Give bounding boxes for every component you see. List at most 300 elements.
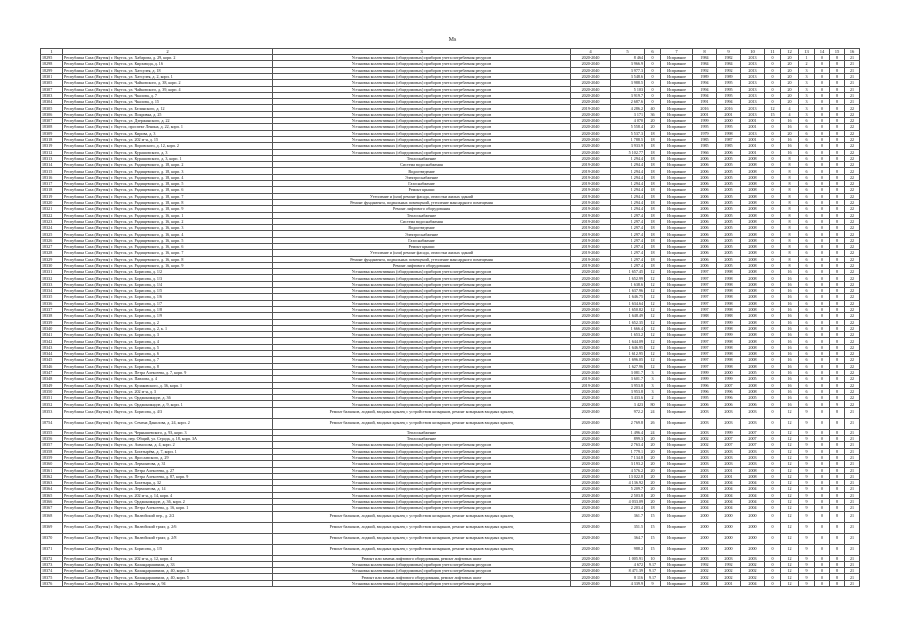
cell-addr: Республика Саха (Якутия) г. Якутск, ул. Богатыря, д. 32 — [63, 480, 273, 486]
cell-n1: 0 — [765, 498, 781, 504]
cell-st: Исправное — [661, 480, 693, 486]
cell-y3: 2000 — [741, 533, 765, 544]
cell-per: 2020-2040 — [571, 80, 611, 86]
cell-y1: 2001 — [693, 111, 717, 117]
cell-n3: 6 — [799, 118, 815, 124]
cell-y3: 2008 — [741, 294, 765, 300]
cell-addr: Республика Саха (Якутия) г. Якутск, ул. Борисова, д. 7 — [63, 357, 273, 363]
cell-n1: 0 — [765, 149, 781, 155]
cell-n6: 22 — [845, 256, 860, 262]
cell-n5: 8 — [830, 382, 845, 388]
cell-y3: 2005 — [741, 369, 765, 375]
cell-cost: 1 644.09 — [611, 338, 645, 344]
cell-st: Исправное — [661, 269, 693, 275]
cell-n2: 4 — [781, 105, 799, 111]
cell-n5: 8 — [830, 332, 845, 338]
cell-n1: 0 — [765, 199, 781, 205]
cell-per: 2020-2040 — [571, 143, 611, 149]
cell-n6: 21 — [845, 407, 860, 418]
cell-per: 2019-2040 — [571, 225, 611, 231]
cell-per: 2019-2040 — [571, 199, 611, 205]
cell-n1: 0 — [765, 351, 781, 357]
cell-addr: Республика Саха (Якутия) г. Якутск, ул. Чайковского, д. 38, корп. 2 — [63, 80, 273, 86]
cell-n4: 0 — [815, 237, 830, 243]
cell-n3: 6 — [799, 225, 815, 231]
cell-y3: 2013 — [741, 73, 765, 79]
cell-n3: 6 — [799, 162, 815, 168]
cell-cost: 4 339.9 — [611, 580, 645, 586]
cell-y1: 1997 — [693, 300, 717, 306]
cell-work: Теплоснабжение — [273, 212, 571, 218]
cell-id: 18318 — [41, 136, 63, 142]
cell-id: 18319 — [41, 143, 63, 149]
cell-per: 2019-2040 — [571, 174, 611, 180]
cell-work: Установка коллективных (общедомовых) приборов учета потребления ресурсов — [273, 580, 571, 586]
cell-work: Установка коллективных (общедомовых) приборов учета потребления ресурсов — [273, 269, 571, 275]
cell-st: Исправное — [661, 99, 693, 105]
cell-work: Ремонт лифтового оборудования — [273, 206, 571, 212]
cell-y3: 2000 — [741, 544, 765, 555]
cell-n4: 0 — [815, 418, 830, 429]
cell-n4: 0 — [815, 533, 830, 544]
table-row — [41, 533, 860, 544]
cell-cost: 1 638.6 — [611, 281, 645, 287]
cell-cost: 8 464 — [611, 55, 645, 61]
cell-cost: 2 769.8 — [611, 418, 645, 429]
cell-per: 2020-2040 — [571, 111, 611, 117]
cell-per: 2020-2040 — [571, 492, 611, 498]
cell-n2: 12 — [781, 544, 799, 555]
cell-work: Установка коллективных (общедомовых) приборов учета потребления ресурсов — [273, 281, 571, 287]
cell-id: 18305 — [41, 80, 63, 86]
cell-y3: 2001 — [741, 149, 765, 155]
cell-n3: 6 — [799, 313, 815, 319]
cell-n2: 16 — [781, 143, 799, 149]
cell-n5: 8 — [830, 73, 845, 79]
cell-n1: 0 — [765, 225, 781, 231]
cell-work: Ремонт крыши — [273, 187, 571, 193]
cell-n4: 0 — [815, 344, 830, 350]
cell-per: 2020-2040 — [571, 275, 611, 281]
cell-n4: 0 — [815, 461, 830, 467]
cell-n1: 0 — [765, 136, 781, 142]
cell-id: 18347 — [41, 369, 63, 375]
cell-y3: 2006 — [741, 401, 765, 407]
cell-y3: 2008 — [741, 306, 765, 312]
cell-y2: 2005 — [717, 244, 741, 250]
cell-y3: 2001 — [741, 124, 765, 130]
cell-n6: 22 — [845, 237, 860, 243]
cell-st: Исправное — [661, 363, 693, 369]
cell-y2: 1999 — [717, 332, 741, 338]
cell-n5: 8 — [830, 288, 845, 294]
cell-n3: 6 — [799, 344, 815, 350]
cell-x: 12 — [645, 357, 661, 363]
cell-addr: Республика Саха (Якутия) г. Якутск, ул. Кирзавода, д. 16 — [63, 61, 273, 67]
cell-n4: 0 — [815, 92, 830, 98]
cell-x: 20 — [645, 118, 661, 124]
table-row — [41, 511, 860, 522]
cell-n4: 0 — [815, 256, 830, 262]
cell-n5: 8 — [830, 124, 845, 130]
cell-work: Установка коллективных (общедомовых) приборов учета потребления ресурсов — [273, 149, 571, 155]
cell-x: 9.17 — [645, 568, 661, 574]
cell-n1: 0 — [765, 574, 781, 580]
cell-n5: 8 — [830, 237, 845, 243]
cell-id: 18358 — [41, 448, 63, 454]
cell-n6: 22 — [845, 332, 860, 338]
cell-addr: Республика Саха (Якутия) г. Якутск, ул. Ярославского, д. 29 — [63, 454, 273, 460]
cell-n1: 0 — [765, 288, 781, 294]
cell-st: Исправное — [661, 306, 693, 312]
cell-st: Исправное — [661, 86, 693, 92]
cell-y2: 1998 — [717, 300, 741, 306]
cell-id: 18309 — [41, 130, 63, 136]
cell-n2: 8 — [781, 218, 799, 224]
cell-id: 18374 — [41, 568, 63, 574]
cell-per: 2020-2040 — [571, 357, 611, 363]
cell-n5: 8 — [830, 486, 845, 492]
cell-cost: 3 601.7 — [611, 376, 645, 382]
cell-n2: 16 — [781, 382, 799, 388]
sheet-label: Ms — [448, 37, 457, 43]
cell-n5: 8 — [830, 480, 845, 486]
cell-n4: 0 — [815, 99, 830, 105]
cell-per: 2020-2040 — [571, 522, 611, 533]
cell-y1: 1997 — [693, 363, 717, 369]
cell-addr: Республика Саха (Якутия) г. Якутск, ул. Радищевского, д. 18, корп. 9 — [63, 206, 273, 212]
cell-st: Исправное — [661, 332, 693, 338]
cell-addr: Республика Саха (Якутия) г. Якутск, ул. Борисова, д. 6 — [63, 351, 273, 357]
cell-x: 18 — [645, 149, 661, 155]
cell-addr: Республика Саха (Якутия) г. Якутск, ул. 202 м-н, д. 14, корп. 4 — [63, 492, 273, 498]
cell-y3: 2013 — [741, 105, 765, 111]
cell-cost: 351.5 — [611, 522, 645, 533]
column-header: 1 — [41, 49, 63, 55]
cell-work: Ремонт балконов, лоджий, входных крылец с устройством козырьков, ремонт козырьков входных крылец — [273, 511, 571, 522]
cell-n4: 0 — [815, 86, 830, 92]
cell-id: 18324 — [41, 225, 63, 231]
cell-y2: 2005 — [717, 250, 741, 256]
cell-y2: 2004 — [717, 480, 741, 486]
cell-x: 18 — [645, 181, 661, 187]
cell-y1: 2016 — [693, 105, 717, 111]
cell-cost: 1 297.4 — [611, 212, 645, 218]
cell-n2: 8 — [781, 244, 799, 250]
cell-addr: Республика Саха (Якутия) г. Якутск, ул. Борисова, д. 1/8 — [63, 306, 273, 312]
cell-n2: 12 — [781, 486, 799, 492]
cell-work: Установка коллективных (общедомовых) приборов учета потребления ресурсов — [273, 401, 571, 407]
cell-y3: 2007 — [741, 436, 765, 442]
cell-y1: 2006 — [693, 231, 717, 237]
cell-x: 9.17 — [645, 574, 661, 580]
cell-st: Исправное — [661, 212, 693, 218]
cell-y2: 2000 — [717, 118, 741, 124]
cell-n2: 16 — [781, 363, 799, 369]
cell-id: 18303 — [41, 92, 63, 98]
cell-n5: 8 — [830, 187, 845, 193]
cell-n2: 12 — [781, 467, 799, 473]
cell-n3: 9 — [799, 555, 815, 561]
cell-n3: 9 — [799, 498, 815, 504]
cell-id: 18348 — [41, 376, 63, 382]
column-header: 4 — [571, 49, 611, 55]
cell-cost: 899.3 — [611, 436, 645, 442]
cell-y2: 2005 — [717, 225, 741, 231]
cell-y3: 2008 — [741, 319, 765, 325]
cell-n2: 16 — [781, 136, 799, 142]
cell-n6: 21 — [845, 73, 860, 79]
cell-addr: Республика Саха (Якутия) г. Якутск, ул. Петра Алексеева, д. 16, корп. 1 — [63, 505, 273, 511]
cell-x: 18 — [645, 505, 661, 511]
cell-id: 18357 — [41, 442, 63, 448]
cell-n4: 0 — [815, 111, 830, 117]
cell-n4: 0 — [815, 325, 830, 331]
cell-y3: 2000 — [741, 522, 765, 533]
cell-n2: 12 — [781, 454, 799, 460]
cell-n4: 0 — [815, 181, 830, 187]
cell-y2: 2005 — [717, 168, 741, 174]
cell-n3: 6 — [799, 325, 815, 331]
cell-n1: 0 — [765, 561, 781, 567]
cell-x: 0 — [645, 67, 661, 73]
cell-n2: 8 — [781, 237, 799, 243]
cell-n3: 6 — [799, 130, 815, 136]
cell-id: 18373 — [41, 561, 63, 567]
cell-n2: 20 — [781, 99, 799, 105]
cell-work: Установка коллективных (общедомовых) приборов учета потребления ресурсов — [273, 288, 571, 294]
cell-n4: 0 — [815, 124, 830, 130]
cell-addr: Республика Саха (Якутия) г. Якутск, проспект Ленина, д. 22, корп. 1 — [63, 124, 273, 130]
cell-n1: 0 — [765, 395, 781, 401]
cell-y3: 2008 — [741, 250, 765, 256]
cell-n4: 0 — [815, 319, 830, 325]
cell-n5: 8 — [830, 418, 845, 429]
cell-n1: 0 — [765, 187, 781, 193]
cell-id: 18345 — [41, 357, 63, 363]
cell-n5: 8 — [830, 244, 845, 250]
cell-n5: 8 — [830, 561, 845, 567]
cell-st: Исправное — [661, 388, 693, 394]
cell-n1: 0 — [765, 325, 781, 331]
cell-n5: 8 — [830, 118, 845, 124]
cell-n3: 9 — [799, 436, 815, 442]
cell-work: Ремонт фундамента, подвальных помещений, утепление мансардного помещения — [273, 256, 571, 262]
table-row — [41, 418, 860, 429]
cell-y2: 2007 — [717, 436, 741, 442]
cell-n2: 20 — [781, 61, 799, 67]
cell-n4: 0 — [815, 522, 830, 533]
cell-per: 2020-2040 — [571, 486, 611, 492]
cell-work: Установка коллективных (общедомовых) приборов учета потребления ресурсов — [273, 332, 571, 338]
cell-y3: 2008 — [741, 275, 765, 281]
cell-y1: 2000 — [693, 511, 717, 522]
cell-y3: 2008 — [741, 357, 765, 363]
cell-n2: 12 — [781, 473, 799, 479]
cell-n5: 8 — [830, 429, 845, 435]
cell-n6: 21 — [845, 492, 860, 498]
cell-id: 18298 — [41, 61, 63, 67]
cell-per: 2019-2040 — [571, 382, 611, 388]
cell-n3: 6 — [799, 124, 815, 130]
cell-per: 2020-2040 — [571, 99, 611, 105]
cell-n1: 0 — [765, 250, 781, 256]
cell-n2: 16 — [781, 118, 799, 124]
cell-x: 18 — [645, 231, 661, 237]
cell-n4: 0 — [815, 149, 830, 155]
cell-per: 2019-2040 — [571, 218, 611, 224]
cell-x: 12 — [645, 313, 661, 319]
cell-n3: 6 — [799, 338, 815, 344]
cell-x: 3 — [645, 376, 661, 382]
cell-per: 2020-2040 — [571, 288, 611, 294]
cell-id: 18351 — [41, 395, 63, 401]
cell-y1: 2006 — [693, 174, 717, 180]
cell-n6: 22 — [845, 351, 860, 357]
cell-work: Ремонт балконов, лоджий, входных крылец с устройством козырьков, ремонт козырьков входных крылец — [273, 544, 571, 555]
cell-per: 2020-2040 — [571, 281, 611, 287]
cell-y3: 2013 — [741, 111, 765, 117]
cell-y2: 2000 — [717, 369, 741, 375]
cell-n2: 20 — [781, 67, 799, 73]
cell-n5: 8 — [830, 533, 845, 544]
cell-n6: 22 — [845, 363, 860, 369]
cell-n5: 8 — [830, 580, 845, 586]
cell-per: 2020-2040 — [571, 395, 611, 401]
cell-st: Исправное — [661, 149, 693, 155]
cell-cost: 3 433.6 — [611, 395, 645, 401]
cell-y1: 1994 — [693, 86, 717, 92]
cell-y2: 1988 — [717, 313, 741, 319]
cell-n1: 0 — [765, 244, 781, 250]
cell-per: 2020-2040 — [571, 332, 611, 338]
cell-n6: 22 — [845, 275, 860, 281]
cell-work: Система водоснабжения — [273, 162, 571, 168]
cell-id: 18363 — [41, 480, 63, 486]
cell-per: 2019-2040 — [571, 244, 611, 250]
cell-x: 24 — [645, 429, 661, 435]
cell-id: 18342 — [41, 338, 63, 344]
cell-n4: 0 — [815, 306, 830, 312]
cell-cost: 7 134.8 — [611, 454, 645, 460]
cell-x: 20 — [645, 461, 661, 467]
cell-work: Установка коллективных (общедомовых) приборов учета потребления ресурсов — [273, 313, 571, 319]
cell-addr: Республика Саха (Якутия) г. Якутск, ул. Борисова, д. 8 — [63, 363, 273, 369]
cell-n2: 12 — [781, 429, 799, 435]
cell-n4: 0 — [815, 407, 830, 418]
cell-n3: 9 — [799, 442, 815, 448]
cell-cost: 1 657.45 — [611, 269, 645, 275]
cell-n1: 0 — [765, 92, 781, 98]
cell-n6: 22 — [845, 338, 860, 344]
cell-y3: 2005 — [741, 395, 765, 401]
cell-st: Исправное — [661, 492, 693, 498]
cell-id: 18349 — [41, 382, 63, 388]
cell-y3: 2004 — [741, 498, 765, 504]
cell-n4: 0 — [815, 168, 830, 174]
cell-id: 18331 — [41, 269, 63, 275]
cell-n2: 16 — [781, 269, 799, 275]
cell-y3: 2001 — [741, 143, 765, 149]
cell-n2: 16 — [781, 300, 799, 306]
cell-n6: 21 — [845, 86, 860, 92]
cell-y2: 1982 — [717, 55, 741, 61]
cell-cost: 4 286.2 — [611, 105, 645, 111]
cell-cost: 4 136.92 — [611, 480, 645, 486]
cell-x: 18 — [645, 162, 661, 168]
cell-y2: 1999 — [717, 376, 741, 382]
cell-n6: 21 — [845, 67, 860, 73]
cell-x: 12 — [645, 288, 661, 294]
cell-n4: 0 — [815, 61, 830, 67]
cell-n1: 0 — [765, 319, 781, 325]
cell-cost: 1 294.4 — [611, 174, 645, 180]
cell-cost: 1 297.4 — [611, 237, 645, 243]
cell-id: 18306 — [41, 111, 63, 117]
cell-y1: 1997 — [693, 319, 717, 325]
cell-cost: 1 294.4 — [611, 193, 645, 199]
cell-n2: 8 — [781, 155, 799, 161]
cell-y3: 2004 — [741, 480, 765, 486]
cell-n3: 6 — [799, 281, 815, 287]
cell-n4: 0 — [815, 275, 830, 281]
cell-n4: 0 — [815, 448, 830, 454]
cell-work: Установка коллективных (общедомовых) приборов учета потребления ресурсов — [273, 442, 571, 448]
cell-y2: 2003 — [717, 418, 741, 429]
cell-n6: 22 — [845, 168, 860, 174]
column-header: 10 — [741, 49, 765, 55]
cell-work: Установка коллективных (общедомовых) приборов учета потребления ресурсов — [273, 480, 571, 486]
cell-n1: 0 — [765, 401, 781, 407]
cell-y3: 2008 — [741, 231, 765, 237]
cell-n3: 6 — [799, 256, 815, 262]
cell-y3: 2008 — [741, 473, 765, 479]
cell-x: 0 — [645, 55, 661, 61]
cell-y2: 2005 — [717, 193, 741, 199]
cell-n3: 9 — [799, 467, 815, 473]
cell-x: 20 — [645, 454, 661, 460]
cell-st: Исправное — [661, 136, 693, 142]
cell-n6: 21 — [845, 55, 860, 61]
cell-n6: 21 — [845, 442, 860, 448]
cell-n6: 22 — [845, 162, 860, 168]
cell-n2: 12 — [781, 407, 799, 418]
cell-y3: 2013 — [741, 92, 765, 98]
cell-n3: 6 — [799, 231, 815, 237]
cell-y1: 2004 — [693, 505, 717, 511]
cell-n6: 22 — [845, 111, 860, 117]
cell-n1: 0 — [765, 505, 781, 511]
cell-n4: 0 — [815, 486, 830, 492]
cell-x: 12 — [645, 351, 661, 357]
cell-n3: 9 — [799, 511, 815, 522]
cell-y3: 2008 — [741, 162, 765, 168]
cell-n6: 21 — [845, 429, 860, 435]
cell-y2: 2001 — [717, 467, 741, 473]
cell-st: Исправное — [661, 256, 693, 262]
cell-n5: 8 — [830, 212, 845, 218]
cell-id: 18304 — [41, 99, 63, 105]
cell-st: Исправное — [661, 250, 693, 256]
cell-y1: 1994 — [693, 92, 717, 98]
cell-n6: 21 — [845, 80, 860, 86]
cell-id: 18350 — [41, 388, 63, 394]
cell-n3: 9 — [799, 486, 815, 492]
cell-y1: 2006 — [693, 256, 717, 262]
cell-work: Установка коллективных (общедомовых) приборов учета потребления ресурсов — [273, 461, 571, 467]
cell-id: 18339 — [41, 319, 63, 325]
cell-id: 18317 — [41, 181, 63, 187]
